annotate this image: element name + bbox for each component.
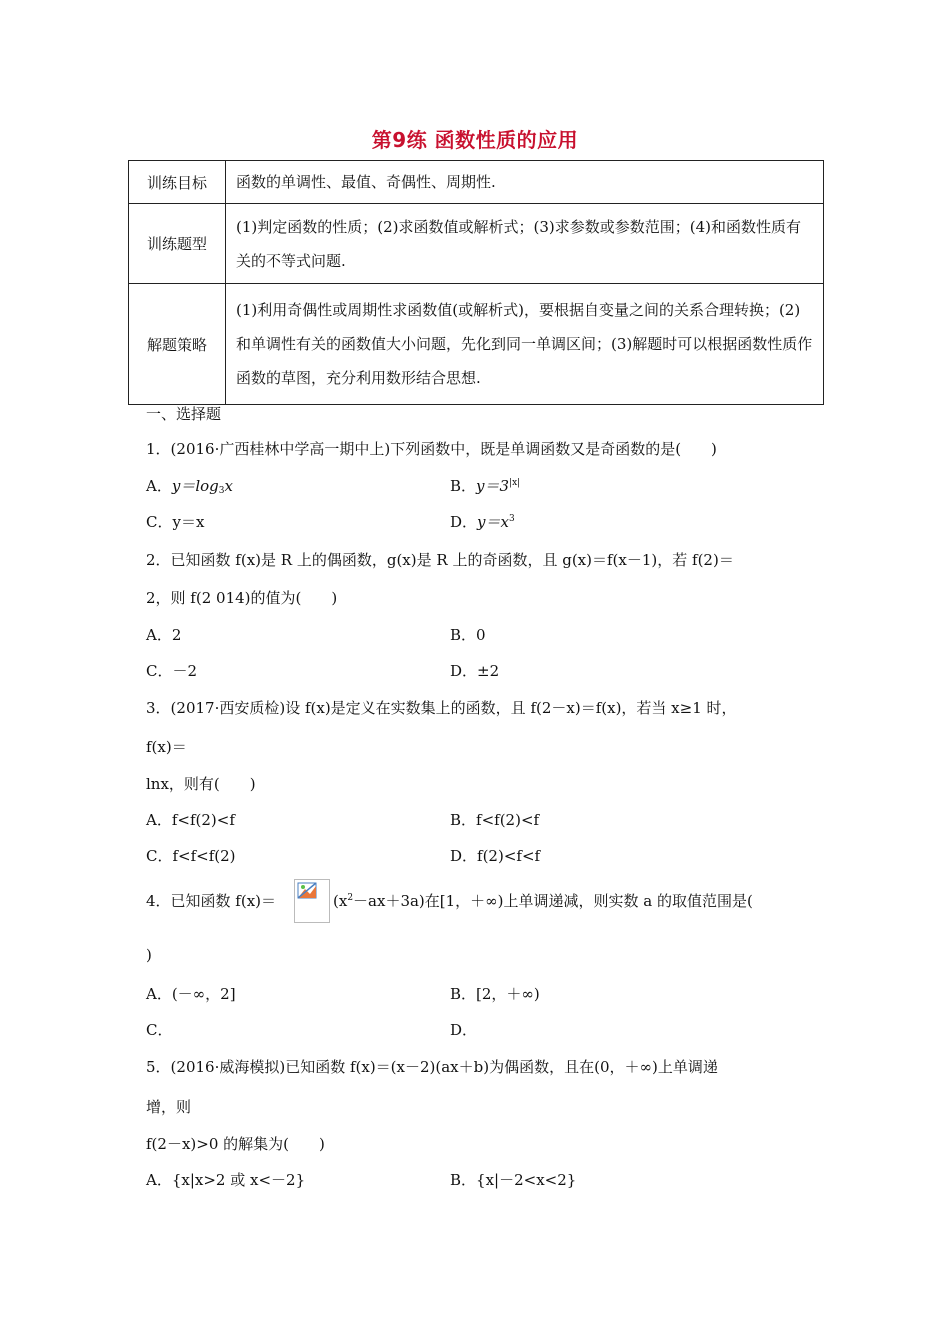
q5-option-a: A．{x|x>2 或 x<－2} — [146, 1171, 306, 1189]
q1-option-d — [450, 511, 515, 532]
q1-d-sup: 3 — [508, 514, 515, 524]
q2-option-b: B．0 — [450, 626, 486, 644]
q4-stem-prefix: 4．已知函数 f(x)＝ — [146, 892, 277, 910]
row-content-goal: 函数的单调性、最值、奇偶性、周期性. — [226, 161, 824, 204]
q1-b-sup: |x| — [509, 478, 521, 488]
q1-d-prefix: D． — [450, 513, 478, 531]
q3-stem-line2: f(x)＝ — [146, 738, 187, 756]
q1-b-prefix: B． — [450, 477, 477, 495]
q1-a-sub: 3 — [218, 486, 225, 496]
table-row — [129, 204, 824, 284]
q4-stem-mid: (x — [333, 892, 348, 910]
q3-stem-line1: 3．(2017·西安质检)设 f(x)是定义在实数集上的函数，且 f(2－x)＝f(x)，若当 x≥1 时， — [146, 699, 737, 717]
table-row — [129, 284, 824, 405]
q5-stem-line3: f(2－x)>0 的解集为( ) — [146, 1135, 325, 1153]
row-content-type: (1)判定函数的性质；(2)求函数值或解析式；(3)求参数或参数范围；(4)和函数性质有关的不等式问题. — [226, 204, 824, 284]
q2-option-d: D．±2 — [450, 662, 500, 680]
row-content-strategy: (1)利用奇偶性或周期性求函数值(或解析式)，要根据自变量之间的关系合理转换；(2)和单调性有关的函数值大小问题，先化到同一单调区间；(3)解题时可以根据函数性质作函数的草图，充分利用数形结合思想. — [226, 284, 824, 405]
section-heading: 一、选择题 — [146, 405, 222, 423]
table-row — [129, 161, 824, 204]
q2-option-a: A．2 — [146, 626, 182, 644]
q4-stem-post: －ax＋3a)在[1，＋∞)上单调递减，则实数 a 的取值范围是( — [353, 892, 753, 910]
q4-option-c: C． — [146, 1021, 173, 1039]
q4-stem-rest — [333, 890, 753, 911]
q1-option-b — [450, 475, 520, 496]
q3-option-b: B．f<f(2)<f — [450, 811, 540, 829]
q3-stem-line3: lnx，则有( ) — [146, 775, 256, 793]
training-table — [128, 160, 824, 405]
q4-option-b: B．[2，＋∞) — [450, 985, 540, 1003]
q2-stem-line2: 2，则 f(2 014)的值为( ) — [146, 589, 338, 607]
q3-option-a: A．f<f(2)<f — [146, 811, 235, 829]
q4-stem-end: ) — [146, 946, 152, 964]
q1-b-math: y＝3 — [476, 477, 510, 495]
q3-option-d: D．f(2)<f<f — [450, 847, 541, 865]
q1-a-prefix: A． — [146, 477, 172, 495]
q5-stem-line2: 增，则 — [146, 1098, 192, 1116]
q1-d-math: y＝x — [477, 513, 509, 531]
q1-a-x: x — [224, 477, 233, 495]
q1-option-a — [146, 475, 233, 496]
q1-stem: 1．(2016·广西桂林中学高一期中上)下列函数中，既是单调函数又是奇函数的是( ) — [146, 440, 717, 458]
q3-option-c: C．f<f<f(2) — [146, 847, 236, 865]
q5-option-b: B．{x|－2<x<2} — [450, 1171, 577, 1189]
row-label-goal: 训练目标 — [129, 161, 226, 204]
broken-image-icon — [294, 879, 330, 923]
q4-stem-sup: 2 — [347, 893, 354, 903]
q1-a-math: y＝log — [171, 477, 219, 495]
q4-option-a: A．(－∞，2] — [146, 985, 236, 1003]
q2-stem-line1: 2．已知函数 f(x)是 R 上的偶函数，g(x)是 R 上的奇函数，且 g(x)＝f(x－1)，若 f(2)＝ — [146, 551, 734, 569]
q2-option-c: C．－2 — [146, 662, 198, 680]
row-label-strategy: 解题策略 — [129, 284, 226, 405]
page-title: 第9练 函数性质的应用 — [371, 128, 579, 152]
row-label-type: 训练题型 — [129, 204, 226, 284]
q1-option-c: C．y＝x — [146, 513, 205, 531]
q5-stem-line1: 5．(2016·威海模拟)已知函数 f(x)＝(x－2)(ax＋b)为偶函数，且在(0，＋∞)上单调递 — [146, 1058, 718, 1076]
q4-option-d: D． — [450, 1021, 478, 1039]
